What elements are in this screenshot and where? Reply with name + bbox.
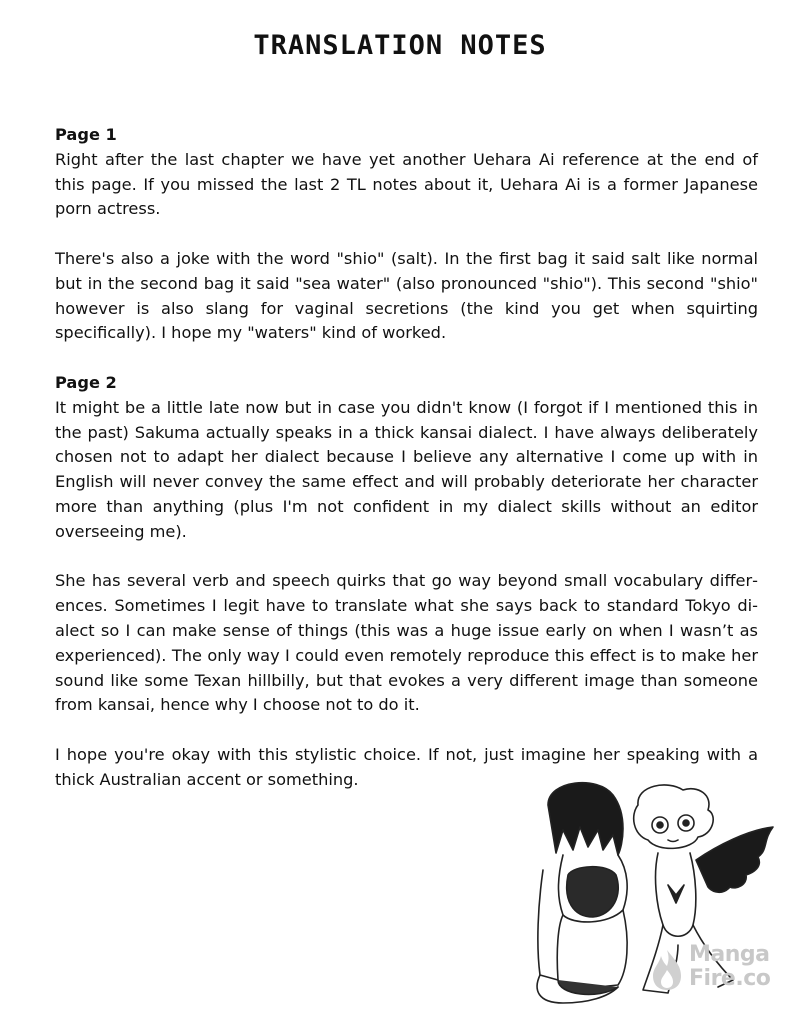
note-section-page-2 — [55, 371, 758, 793]
translation-notes — [55, 123, 758, 817]
note-section-page-1 — [55, 123, 758, 346]
section-heading: Page 1 — [55, 125, 117, 144]
note-paragraph: There's also a joke with the word "shio" (salt). In the first bag it said salt like normal but in the second bag it said "sea water" (also pronounced "shio"). This second "shio" however is also slang for vaginal secretions (the kind you get when squirting specifically). I hope my "waters" kind of worked. — [55, 248, 758, 343]
section-heading: Page 2 — [55, 372, 117, 392]
note-paragraph: She has several verb and speech quirks that go way beyond small vocabulary differences. Sometimes I legit have to translate what she says back to standard Tokyo dialect so I can make sense of things (this was a huge issue early on when I wasn’t as experienced). The only way I could even remotely reproduce this effect is to make her sound like some Texan hillbilly, but that evokes a very different image than someone from kansai, hence why I choose not to do it. — [55, 571, 758, 715]
note-paragraph: I hope you're okay with this stylistic choice. If not, just imagine her speaking with a thick Australian accent or something. — [55, 744, 758, 789]
watermark-text: Manga — [689, 942, 770, 967]
flame-logo-icon — [647, 948, 687, 992]
page-title: TRANSLATION NOTES — [253, 30, 547, 61]
note-paragraph: Right after the last chapter we have yet another Uehara Ai reference at the end of this page. If you missed the last 2 TL notes about it, Uehara Ai is a former Japanese porn actress. — [55, 149, 758, 219]
watermark — [645, 940, 780, 1000]
watermark-text: Fire.co — [689, 966, 771, 991]
note-paragraph: It might be a little late now but in case you didn't know (I forgot if I mentioned this in the past) Sakuma actually speaks in a thick kansai dialect. I have always deliberately chosen not to adapt her dialect because I believe any alternative I come up with in English will never convey the same effect and will probably deteriorate her character more than anything (plus I'm not confident in my dialect skills without an editor overseeing me). — [55, 397, 758, 541]
